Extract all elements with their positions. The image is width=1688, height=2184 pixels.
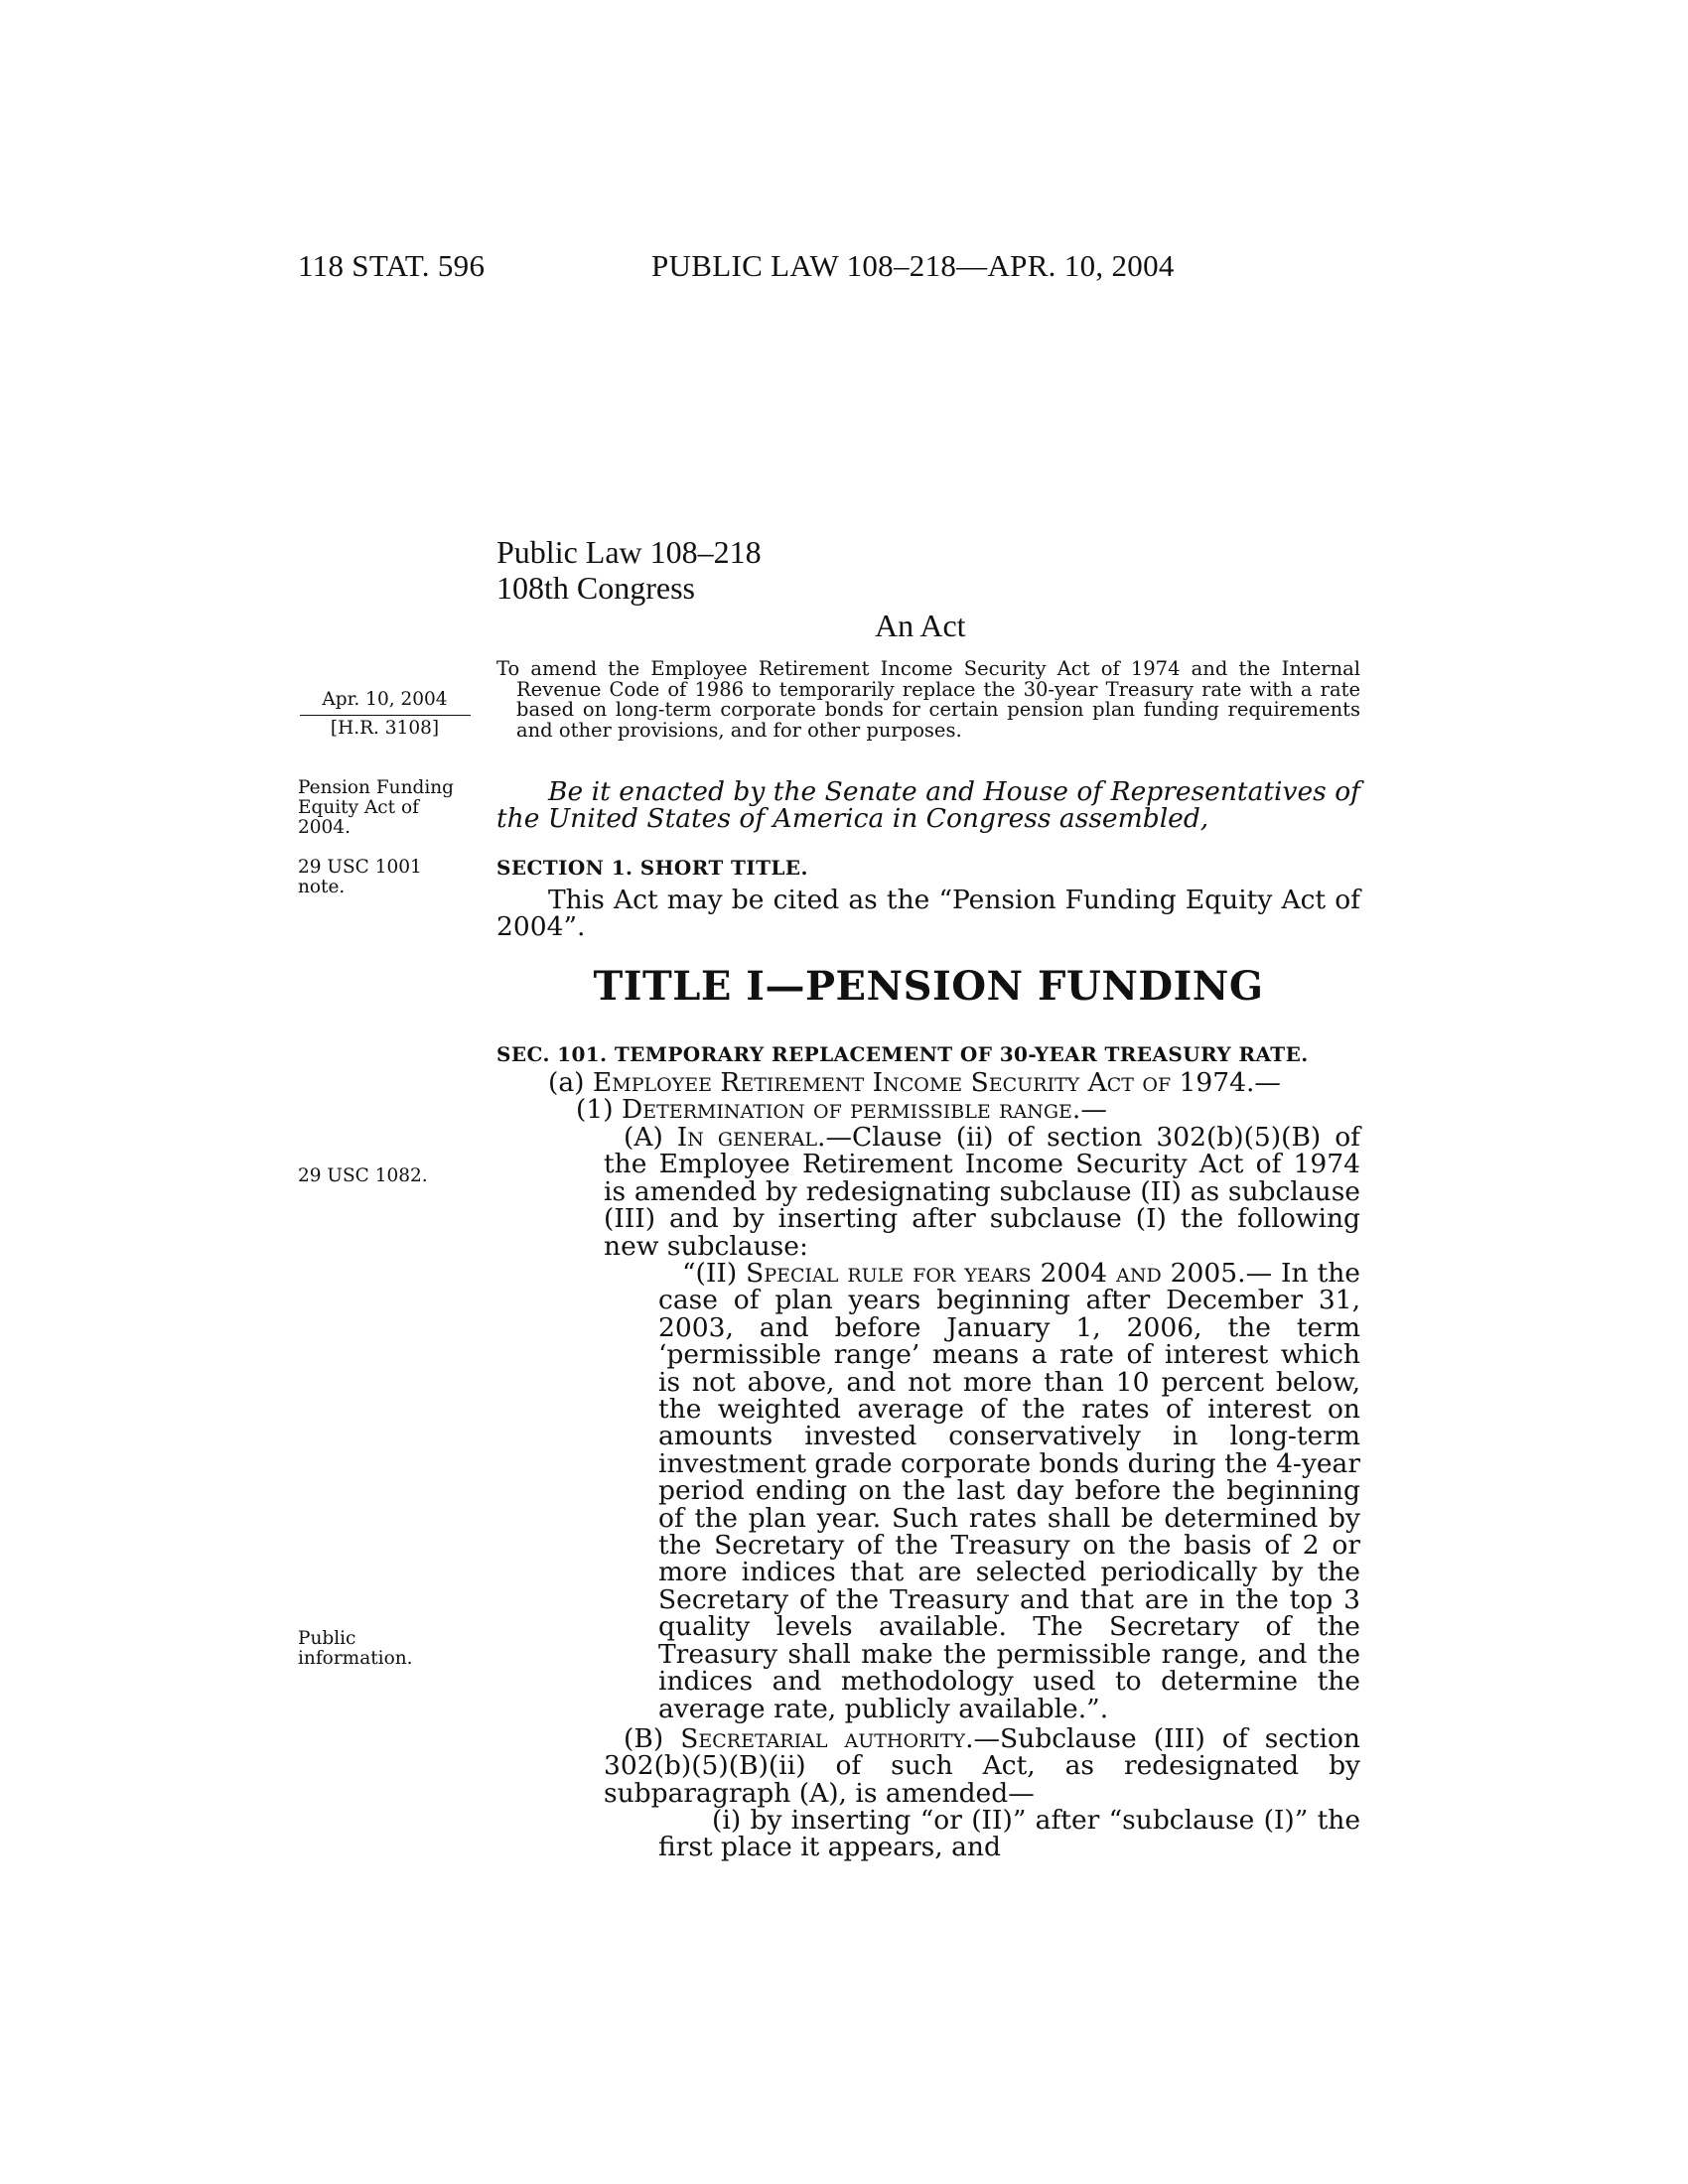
enacting-clause: Be it enacted by the Senate and House of Representatives of the United States of America in Congress assembled, <box>496 776 1360 835</box>
page-stat-reference: 118 STAT. 596 <box>298 248 486 283</box>
subparagraph-B-text: .—Subclause (III) of section 302(b)(5)(B)(ii) of such Act, as redesignated by subparagraph (A), is amended— <box>604 1723 1360 1809</box>
paragraph-1-label: (1) <box>576 1094 622 1125</box>
subparagraph-A-label: (A) <box>624 1122 677 1153</box>
law-heading <box>496 534 762 606</box>
subsection-a-heading: Employee Retirement Income Security Act of 1974 <box>592 1067 1246 1098</box>
margin-note-divider <box>300 715 471 716</box>
act-heading: An Act <box>875 608 966 643</box>
paragraph-1 <box>576 1096 1360 1123</box>
subparagraph-B-heading: Secretarial authority <box>680 1723 966 1754</box>
margin-note-date: Apr. 10, 2004 <box>322 689 448 710</box>
subclause-II-text: .— In the case of plan years beginning after December 31, 2003, and before January 1, 2006, the term ‘permissible range’ means a rate of interest which is not above, and not more than 10 percent below, the weighted average of the rates of interest on amounts invested conservatively in long-term investment grade corporate bonds during the 4-year period ending on the last day before the beginning of the plan year. Such rates shall be determined by the Secretary of the Treasury on the basis of 2 or more indices that are selected periodically by the Secretary of the Treasury and that are in the top 3 quality levels available. The Secretary of the Treasury shall make the permissible range, and the indices and methodology used to determine the average rate, publicly available.”. <box>658 1258 1360 1724</box>
margin-note-usc-1001: 29 USC 1001 note. <box>298 857 422 897</box>
subparagraph-B <box>604 1725 1360 1807</box>
clause-i: (i) by inserting “or (II)” after “subclause (I)” the first place it appears, and <box>658 1805 1360 1863</box>
subsection-a <box>548 1069 1360 1096</box>
running-header: PUBLIC LAW 108–218—APR. 10, 2004 <box>651 248 1175 283</box>
subclause-II-label: “(II) <box>682 1258 747 1289</box>
subparagraph-A <box>604 1124 1360 1260</box>
title-heading: TITLE I—PENSION FUNDING <box>593 963 1264 1010</box>
subparagraph-A-text: .—Clause (ii) of section 302(b)(5)(B) of the Employee Retirement Income Security Act of 1974 is amended by redesignating subclause (II) as subclause (III) and by inserting after subclause (I) the following new subclause: <box>604 1122 1360 1262</box>
section-1-text: This Act may be cited as the “Pension Funding Equity Act of 2004”. <box>496 885 1360 943</box>
section-101-heading: SEC. 101. TEMPORARY REPLACEMENT OF 30-YEAR TREASURY RATE. <box>496 1042 1309 1066</box>
law-number: Public Law 108–218 <box>496 534 762 570</box>
margin-note-bill-number: [H.R. 3108] <box>330 718 440 739</box>
section-1-heading: SECTION 1. SHORT TITLE. <box>496 856 808 880</box>
margin-note-usc-1082: 29 USC 1082. <box>298 1165 428 1186</box>
subclause-II-heading: Special rule for years 2004 and 2005 <box>746 1258 1238 1289</box>
subclause-II <box>658 1260 1360 1722</box>
margin-note-public-information: Public information. <box>298 1628 413 1669</box>
subsection-a-dash: .— <box>1246 1067 1281 1098</box>
paragraph-1-dash: .— <box>1071 1094 1107 1125</box>
subparagraph-A-heading: In general <box>676 1122 818 1153</box>
long-title: To amend the Employee Retirement Income Security Act of 1974 and the Internal Revenue Code of 1986 to temporarily replace the 30-year Treasury rate with a rate based on long-term corporate bonds for certain pension plan funding requirements and other provisions, and for other purposes. <box>496 657 1360 742</box>
congress-number: 108th Congress <box>496 570 695 606</box>
margin-note-short-title: Pension Funding Equity Act of 2004. <box>298 777 455 838</box>
subsection-a-label: (a) <box>548 1067 593 1098</box>
subparagraph-B-label: (B) <box>624 1723 681 1754</box>
paragraph-1-heading: Determination of permissible range <box>621 1094 1072 1125</box>
